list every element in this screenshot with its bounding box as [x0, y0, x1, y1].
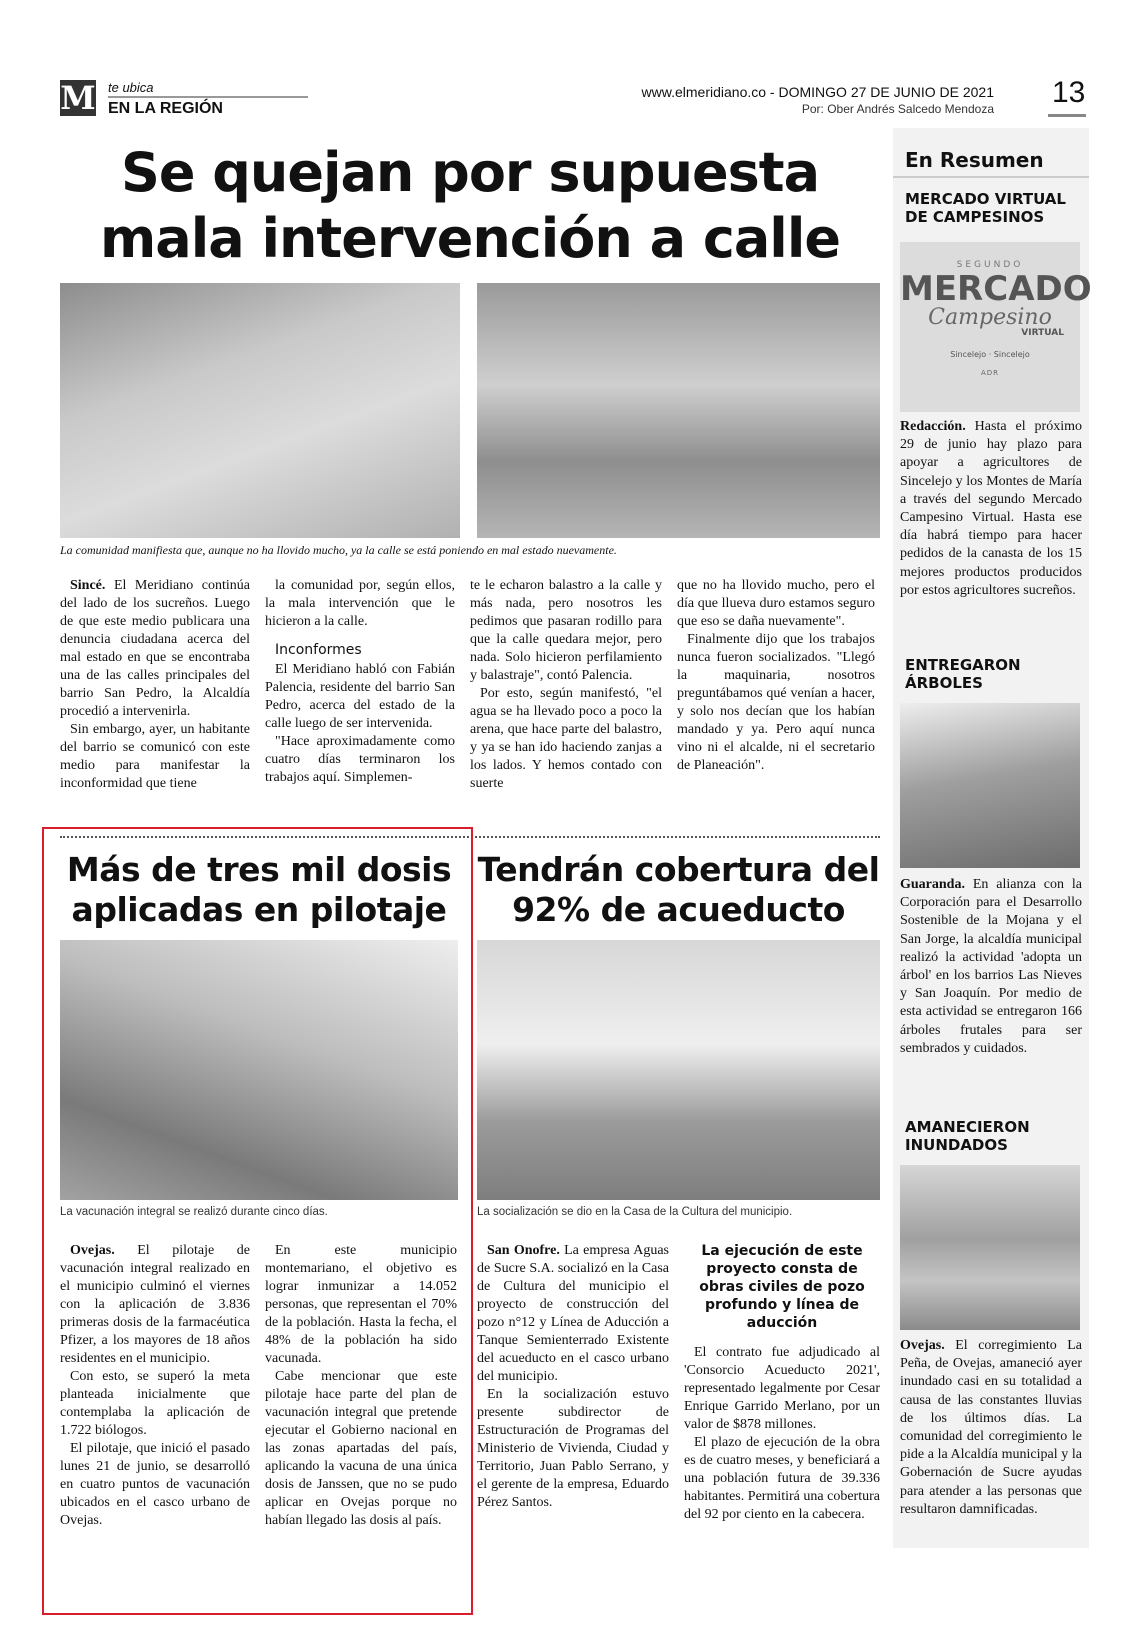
story-column-2 — [265, 1242, 457, 1530]
headline-line: Tendrán cobertura del — [477, 850, 880, 889]
section-tagline: te ubica — [108, 80, 154, 95]
paragraph: te le echaron balastro a la calle y más nada, pero nosotros les pedimos que pasaran rodillo para que la calle quedara mejor, pero nada. Solo hicieron perfilamiento y balastraje", contó Palencia. — [470, 578, 662, 683]
story-headline — [477, 850, 880, 930]
dateline: Guaranda. — [900, 877, 965, 892]
paragraph: El contrato fue adjudicado al 'Consorcio Acueducto 2021', representado legalmente por Cesar Enrique Garrido Merlano, por un valor de $878 millones. — [684, 1345, 880, 1432]
section-name: EN LA REGIÓN — [108, 100, 223, 117]
story-column-1 — [477, 1242, 669, 1512]
byline: Por: Ober Andrés Salcedo Mendoza — [801, 102, 994, 116]
paragraph: En este municipio montemariano, el objetivo es lograr inmunizar a 14.052 personas, que representan el 70% de la población. Hasta la fecha, el 48% de la población ha sido vacunada. — [265, 1243, 457, 1366]
paragraph: Cabe mencionar que este pilotaje hace parte del plan de vacunación integral que pretende ejecutar el Gobierno nacional en las zonas apartadas del país, aplicando la vacuna de una única dosis de Janssen, que no se pudo aplicar en Ovejas porque no habían llegado las dosis al país. — [265, 1369, 457, 1528]
street-photo-right — [477, 283, 880, 538]
paragraph: El corregimiento La Peña, de Ovejas, amaneció ayer inundado casi en su totalidad a causa de las constantes lluvias de los últimos días. La comunidad del corregimiento le pide a la Alcaldía municipal y la Gobernación de Sucre ayudas para atender a las personas que resultaron damnificadas. — [900, 1338, 1082, 1517]
poster-logos: ADR — [980, 369, 1000, 377]
sidebar-item-heading: AMANECIERON INUNDADOS — [905, 1118, 1030, 1154]
main-photo-caption: La comunidad manifiesta que, aunque no ha llovido mucho, ya la calle se está poniendo en mal estado nuevamente. — [60, 543, 617, 557]
paragraph: que no ha llovido mucho, pero el día que llueva duro estamos seguro que eso se daña nuevamente". — [677, 578, 875, 629]
dateline: Ovejas. — [900, 1338, 945, 1353]
main-column-3 — [470, 577, 662, 793]
dateline: Redacción. — [900, 419, 966, 434]
trees-photo — [900, 703, 1080, 868]
mercado-campesino-poster — [900, 242, 1092, 412]
vaccination-photo — [60, 940, 458, 1200]
paragraph: En la socialización estuvo presente subdirector de Estructuración de Programas del Ministerio de Vivienda, Ciudad y Territorio, Juan Pablo Serrano, y el gerente de la empresa, Eduardo Pérez Santos. — [477, 1387, 669, 1510]
sidebar-item-heading: MERCADO VIRTUAL DE CAMPESINOS — [905, 190, 1066, 226]
story-photo-caption: La socialización se dio en la Casa de la Cultura del municipio. — [477, 1206, 793, 1218]
main-column-4 — [677, 577, 875, 775]
main-column-1 — [60, 577, 250, 793]
page-number-underline — [1048, 114, 1086, 117]
poster-logos: Sincelejo · Sincelejo — [950, 350, 1030, 359]
headline-line: aplicadas en pilotaje — [71, 890, 447, 929]
paragraph: El plazo de ejecución de la obra es de cuatro meses, y beneficiará a una población futura de 39.336 habitantes. Permitirá una cobertura del 92 por ciento en la cabecera. — [684, 1435, 880, 1522]
dateline: Sincé. — [70, 578, 106, 593]
sidebar-divider — [893, 176, 1089, 178]
story-headline — [55, 850, 463, 930]
poster-text: MERCADO — [900, 269, 1092, 309]
subheading: Inconformes — [275, 642, 362, 658]
sidebar-item-text — [900, 418, 1082, 600]
main-headline: Se quejan por supuesta mala intervención a calle — [100, 141, 840, 270]
paragraph: La empresa Aguas de Sucre S.A. socializó en la Casa de Cultura del municipio el proyecto de construcción del pozo n°12 y Línea de Aducción a Tanque Semienterrado Existente del acueducto en el casco urbano del municipio. — [477, 1243, 669, 1384]
site-date: www.elmeridiano.co - DOMINGO 27 DE JUNIO DE 2021 — [641, 84, 994, 100]
paragraph: El pilotaje, que inició el pasado lunes 21 de junio, se desarrolló en cuatro puntos de vacunación ubicados en el casco urbano de Ovejas. — [60, 1441, 250, 1528]
headline-line: Más de tres mil dosis — [66, 850, 452, 889]
section-divider — [108, 96, 308, 98]
paragraph: Finalmente dijo que los trabajos nunca fueron socializados. "Llegó la maquinaria, nosotros preguntábamos qué venían a hacer, y solo nos decían que los habían mandado y ya. Pero aquí nunca vino ni el alcalde, ni el secretario de Planeación". — [677, 632, 875, 773]
main-column-2 — [265, 577, 455, 787]
poster-text: SEGUNDO — [956, 260, 1024, 270]
story-photo-caption: La vacunación integral se realizó durante cinco días. — [60, 1206, 328, 1218]
street-photo-left — [60, 283, 460, 538]
poster-text: VIRTUAL — [1021, 328, 1064, 338]
story-column-2 — [684, 1242, 880, 1524]
sidebar-item-text — [900, 876, 1082, 1058]
sidebar-item-text — [900, 1337, 1082, 1519]
headline-line: 92% de acueducto — [512, 890, 845, 929]
flood-photo — [900, 1165, 1080, 1330]
poster-text: Campesino — [928, 305, 1052, 330]
sidebar-title: En Resumen — [905, 148, 1044, 172]
paragraph: Por esto, según manifestó, "el agua se ha llevado poco a poco la arena, que hace parte del balastro, y ya se han ido haciendo zanjas a los lados. Y hemos contado con suerte — [470, 686, 662, 791]
paragraph: El Meridiano habló con Fabián Palencia, residente del barrio San Pedro, acerca del estado de la calle luego de ser intervenida. — [265, 662, 455, 731]
paragraph: Hasta el próximo 29 de junio hay plazo para apoyar a agricultores de Sincelejo y los Montes de María a través del segundo Mercado Campesino Virtual. Hasta ese día habrá tiempo para hacer pedidos de la canasta de los 15 mejores productos producidos por estos agricultores sucreños. — [900, 419, 1082, 598]
paragraph: Con esto, se superó la meta planteada inicialmente que contemplaba la aplicación de 1.722 biólogos. — [60, 1369, 250, 1438]
paragraph: Sin embargo, ayer, un habitante del barrio se comunicó con este medio para manifestar la inconformidad que tiene — [60, 722, 250, 791]
socialization-photo — [477, 940, 880, 1200]
dateline: Ovejas. — [70, 1243, 115, 1258]
highlight-quote: La ejecución de este proyecto consta de obras civiles de pozo profundo y línea de aducción — [699, 1243, 865, 1331]
sidebar-item-heading: ENTREGARON ÁRBOLES — [905, 656, 1021, 692]
paragraph: En alianza con la Corporación para el Desarrollo Sostenible de la Mojana y el San Jorge, la alcaldía municipal realizó la actividad 'adopta un árbol' en los barrios Las Nieves y San Joaquín. Por medio de esta actividad se entregaron 166 árboles frutales para ser sembrados y cuidados. — [900, 877, 1082, 1056]
paragraph: El Meridiano continúa del lado de los sucreños. Luego de que este medio publicara una denuncia ciudadana acerca del mal estado en que se encontraba una de las calles principales del barrio San Pedro, la Alcaldía procedió a intervenirla. — [60, 578, 250, 719]
dateline: San Onofre. — [487, 1243, 560, 1258]
paragraph: "Hace aproximadamente como cuatro días terminaron los trabajos aquí. Simplemen- — [265, 734, 455, 785]
story-column-1 — [60, 1242, 250, 1530]
page-number: 13 — [1052, 76, 1086, 109]
paragraph: El pilotaje de vacunación integral realizado en el municipio culminó el viernes con la aplicación de 3.836 primeras dosis de la farmacéutica Pfizer, a los mayores de 18 años residentes en el municipio. — [60, 1243, 250, 1366]
header-info — [642, 84, 994, 116]
newspaper-logo: M — [60, 79, 96, 117]
paragraph: la comunidad por, según ellos, la mala intervención que le hicieron a la calle. — [265, 578, 455, 629]
